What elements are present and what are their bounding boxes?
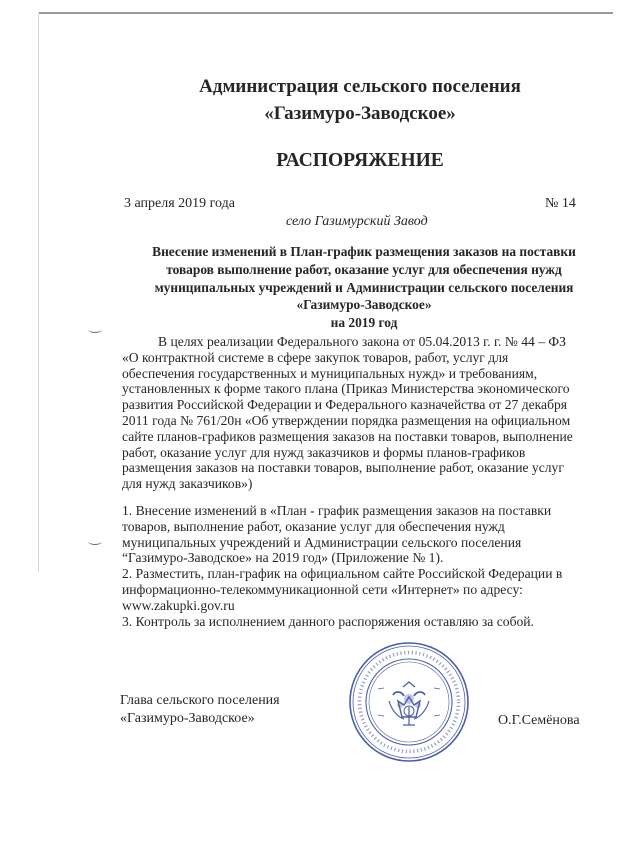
org-title-line1: Администрация сельского поселения <box>199 76 521 97</box>
signatory-name: О.Г.Семёнова <box>498 713 580 728</box>
item-line: 1. Внесение изменений в «План - график размещения заказов на поставки <box>122 503 552 518</box>
document-subject <box>120 243 608 332</box>
preamble-paragraph <box>122 334 612 492</box>
signatory-position-line2: «Газимуро-Заводское» <box>120 711 255 726</box>
subject-line: на 2019 год <box>330 315 398 331</box>
subject-line: «Газимуро-Заводское» <box>296 297 432 313</box>
item-line: информационно-телекоммуникационной сети «Интернет» по адресу: <box>122 581 523 597</box>
preamble-line: размещения заказов на поставки товаров, выполнение работ, оказание услуг <box>122 460 564 476</box>
item-line: муниципальных учреждений и Администрации сельского поселения <box>122 534 522 550</box>
preamble-line: 2011 года № 761/20н «Об утверждении порядка размещения на официальном <box>122 412 571 428</box>
preamble-line: «О контрактной системе в сфере закупок товаров, работ, услуг для <box>122 349 509 365</box>
scan-edge-left <box>38 12 39 572</box>
document-date: 3 апреля 2019 года <box>124 196 235 211</box>
item-line: www.zakupki.gov.ru <box>122 597 235 613</box>
item-line: 3. Контроль за исполнением данного распоряжения оставляю за собой. <box>122 613 534 629</box>
scan-hole-mark <box>88 538 102 545</box>
signatory-position-line1: Глава сельского поселения <box>120 693 280 708</box>
decision-items <box>122 503 612 629</box>
preamble-line: сайте планов-графиков размещения заказов на поставки товаров, выполнение <box>122 428 573 444</box>
item-line: товаров, выполнение работ, оказание услуг для обеспечения нужд <box>122 518 505 534</box>
item-line: 2. Разместить, план-график на официальном сайте Российской Федерации в <box>122 566 563 582</box>
preamble-line: работ, оказание услуг для нужд заказчиков и формы планов-графиков <box>122 444 526 460</box>
preamble-line: обеспечения государственных и муниципальных нужд» и требованиям, <box>122 365 538 381</box>
document-number: № 14 <box>545 196 576 211</box>
scan-edge-top <box>38 12 613 14</box>
subject-line: Внесение изменений в План-график размещения заказов на поставки <box>152 244 576 259</box>
official-seal-stamp <box>348 641 470 763</box>
item-line: “Газимуро-Заводское» на 2019 год» (Приложение № 1). <box>122 550 444 566</box>
preamble-line: установленных к форме такого плана (Приказ Министерства экономического <box>122 381 570 397</box>
subject-line: муниципальных учреждений и Администрации сельского поселения <box>154 279 574 295</box>
scan-hole-mark <box>88 326 102 333</box>
subject-line: товаров выполнение работ, оказание услуг для обеспечения нужд <box>166 261 562 277</box>
org-title-line2: «Газимуро-Заводское» <box>264 103 456 124</box>
preamble-line: для нужд заказчиков») <box>122 476 253 492</box>
document-type: РАСПОРЯЖЕНИЕ <box>276 150 444 171</box>
preamble-line: В целях реализации Федерального закона от 05.04.2013 г. г. № 44 – ФЗ <box>158 334 566 349</box>
document-place: село Газимурский Завод <box>286 214 428 229</box>
preamble-line: развития Российской Федерации и Федерального казначейства от 27 декабря <box>122 397 568 413</box>
